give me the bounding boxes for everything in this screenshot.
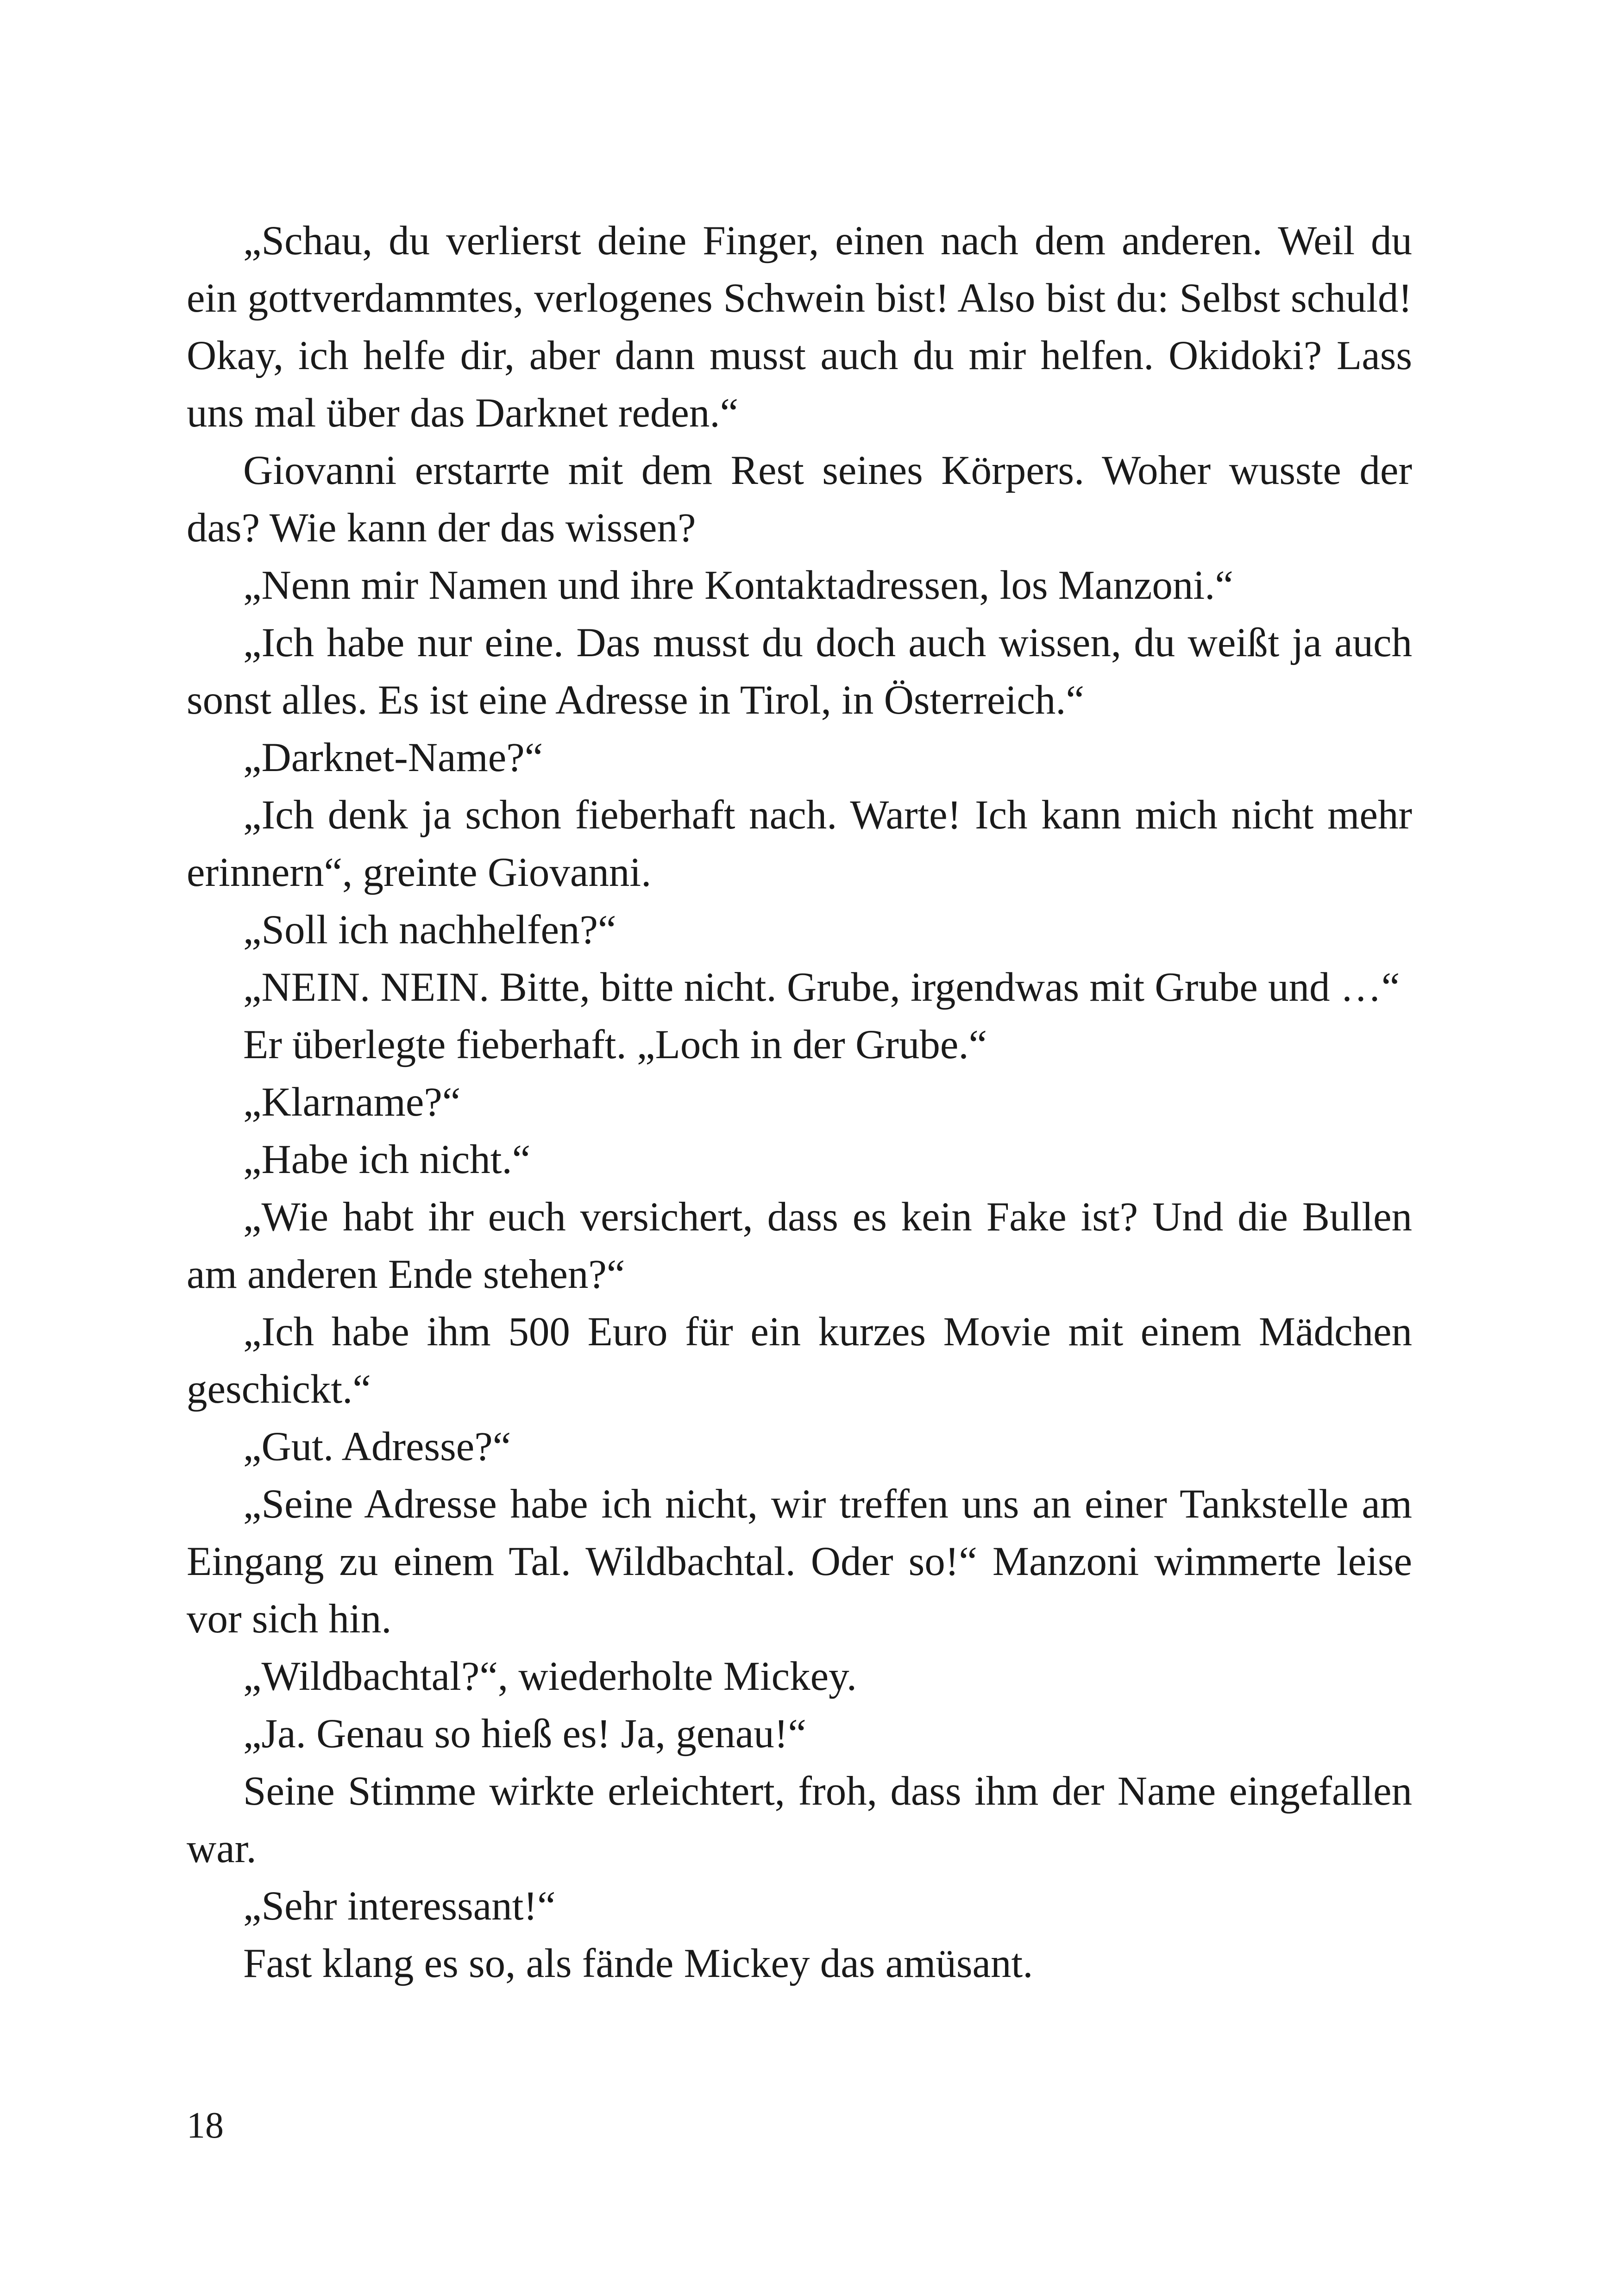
paragraph: Er überlegte fieberhaft. „Loch in der Grube.“ xyxy=(243,1022,987,1067)
paragraph: „Gut. Adresse?“ xyxy=(243,1424,511,1469)
paragraph: Seine Stimme wirkte erleichtert, froh, dass ihm der Name eingefallen war. xyxy=(187,1769,1412,1871)
page-number: 18 xyxy=(187,2105,224,2146)
paragraph: „Ich denk ja schon fieberhaft nach. Warte! Ich kann mich nicht mehr erinnern“, greinte Giovanni. xyxy=(187,792,1412,895)
paragraph: „Sehr interessant!“ xyxy=(243,1883,556,1929)
paragraph: „Habe ich nicht.“ xyxy=(243,1137,531,1182)
paragraph: „Ja. Genau so hieß es! Ja, genau!“ xyxy=(243,1711,806,1757)
paragraph: „Schau, du verlierst deine Finger, einen nach dem anderen. Weil du ein gottverdammtes, verlogenes Schwein bist! Also bist du: Selbst schuld! Okay, ich helfe dir, aber dann musst auch du mir helfen. Okidoki? Lass uns mal über das Darknet reden.“ xyxy=(187,218,1412,436)
paragraph: Giovanni erstarrte mit dem Rest seines Körpers. Woher wusste der das? Wie kann der das wissen? xyxy=(187,448,1412,551)
paragraph: Fast klang es so, als fände Mickey das amüsant. xyxy=(243,1941,1033,1986)
paragraph: „Soll ich nachhelfen?“ xyxy=(243,907,616,953)
paragraph: „Wie habt ihr euch versichert, dass es kein Fake ist? Und die Bullen am anderen Ende stehen?“ xyxy=(187,1194,1412,1297)
paragraph: „NEIN. NEIN. Bitte, bitte nicht. Grube, irgendwas mit Grube und …“ xyxy=(243,965,1400,1010)
paragraph: „Ich habe ihm 500 Euro für ein kurzes Movie mit einem Mädchen geschickt.“ xyxy=(187,1309,1412,1412)
paragraph: „Wildbachtal?“, wiederholte Mickey. xyxy=(243,1654,857,1699)
paragraph: „Klarname?“ xyxy=(243,1079,461,1125)
paragraph: „Seine Adresse habe ich nicht, wir treffen uns an einer Tankstelle am Eingang zu einem Tal. Wildbachtal. Oder so!“ Manzoni wimmerte leise vor sich hin. xyxy=(187,1481,1412,1642)
paragraph: „Darknet-Name?“ xyxy=(243,735,543,780)
paragraph: „Ich habe nur eine. Das musst du doch auch wissen, du weißt ja auch sonst alles. Es ist eine Adresse in Tirol, in Österreich.“ xyxy=(187,620,1412,723)
paragraph: „Nenn mir Namen und ihre Kontaktadressen, los Manzoni.“ xyxy=(243,563,1233,608)
body-text xyxy=(187,212,1412,1992)
